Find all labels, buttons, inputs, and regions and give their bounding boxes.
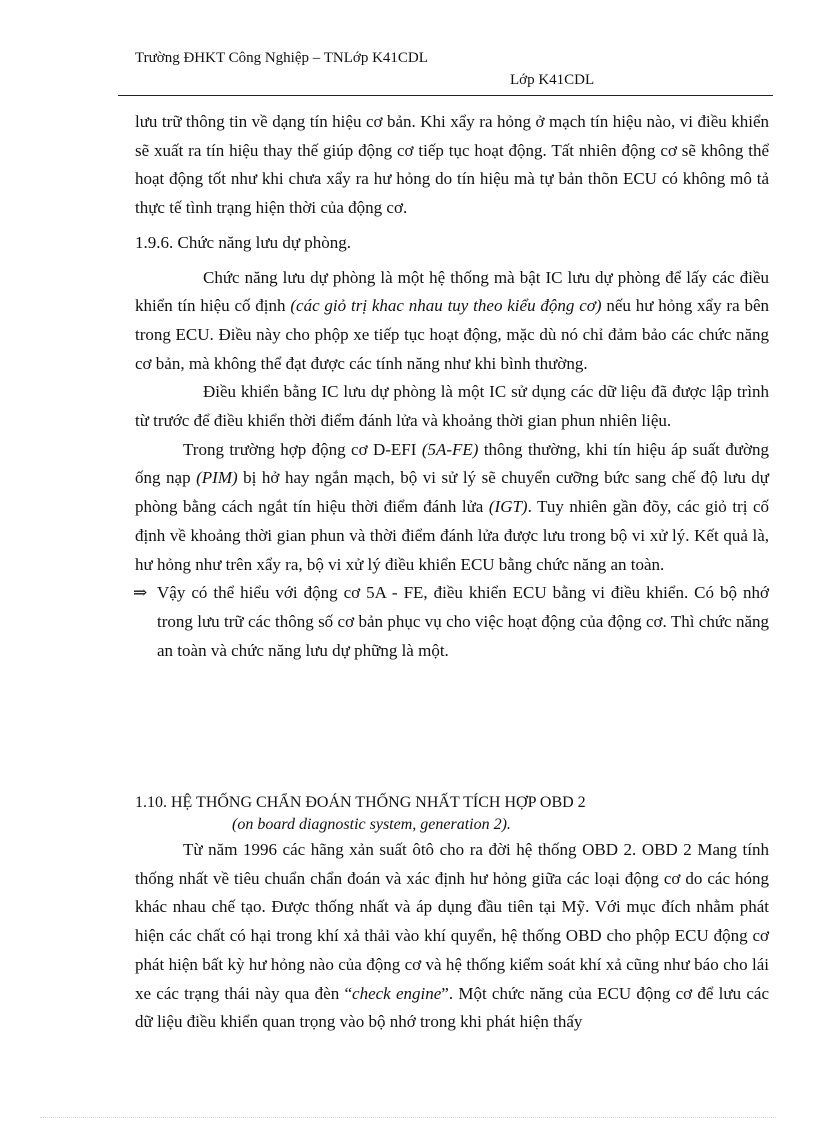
text-run: . Tuy nhiên gần đõy, các giỏ trị cố định về khoảng thời gian phun và thời điểm đánh lửa được lưu trong bộ vi xử lý. Kết quả là, hư hỏng như trên xẩy ra, bộ vi xử lý điều khiển ECU bằng chức năng an toàn. (135, 497, 769, 574)
paragraph-defi-case (135, 436, 769, 580)
italic-note: (các giỏ trị khac nhau tuy theo kiểu động cơ) (290, 296, 602, 316)
section-heading-1-9-6: 1.9.6. Chức năng lưu dự phòng. (135, 232, 352, 252)
header-left: Trường ĐHKT Công Nghiệp – TNLớp K41CDL (135, 50, 428, 66)
document-body (135, 108, 769, 665)
text-run: Từ năm 1996 các hãng xản suất ôtô cho ra đời hệ thống OBD 2. OBD 2 Mang tính thống nhất về tiêu chuẩn chẩn đoán và xác định hư hỏng giữa các loại động cơ do các hóng khác nhau chế tạo. Được thống nhất và áp dụng đầu tiên tại Mỹ. Với mục đích nhằm phát hiện các chất có hại trong khí xả thải vào khí quyển, hệ thống OBD cho phộp ECU động cơ phát hiện bất kỳ hư hỏng nào của động cơ và hệ thống kiểm soát khí xả cũng như báo cho lái xe các trạng thái này qua đèn “ (135, 840, 769, 1003)
paragraph-backup-ic: Điều khiển bằng IC lưu dự phòng là một IC sử dụng các dữ liệu đã được lập trình từ trước để điều khiển thời điểm đánh lửa và khoảng thời gian phun nhiên liệu. (135, 382, 769, 431)
header-divider (118, 95, 773, 96)
text-run: thông thường, khi tín hiệu áp suất đường ống nạp (135, 439, 769, 488)
section-subtitle: (on board diagnostic system, generation 2). (232, 816, 511, 833)
text-run: Chức năng lưu dự phòng là một hệ thống mà bật IC lưu dự phòng để lấy các điều khiển tín hiệu cố định (135, 267, 769, 316)
conclusion-text: Vậy có thể hiểu với động cơ 5A - FE, điều khiển ECU bằng vi điều khiển. Có bộ nhớ trong lưu trữ các thông số cơ bản phục vụ cho việc hoạt động của động cơ. Thì chức năng an toàn và chức năng lưu dự phững là một. (157, 583, 769, 660)
paragraph-backup-function (135, 264, 769, 379)
italic-term: (5A-FE) (421, 439, 479, 459)
section-1-10 (135, 792, 769, 1037)
paragraph-obd2 (135, 836, 769, 1037)
intro-paragraph: lưu trữ thông tin về dạng tín hiệu cơ bản. Khi xẩy ra hỏng ở mạch tín hiệu nào, vi điều khiển sẽ xuất ra tín hiệu thay thế giúp động cơ tiếp tục hoạt động. Tất nhiên động cơ sẽ không thể hoạt động tốt như khi chưa xẩy ra hư hỏng do tín hiệu mà tự bản thõn ECU có không mô tả thực tế tình trạng hiện thời của động cơ. (135, 112, 769, 218)
italic-term: (PIM) (196, 468, 238, 488)
implies-arrow-icon: ⇒ (133, 583, 148, 603)
section-heading-1-10: 1.10. HỆ THỐNG CHẨN ĐOÁN THỐNG NHẤT TÍCH HỢP OBD 2 (135, 794, 586, 811)
page-bottom-border (40, 1117, 776, 1118)
header-right: Lớp K41CDL (510, 72, 595, 88)
text-run: nếu hư hỏng xẩy ra bên trong ECU. Điều này cho phộp xe tiếp tục hoạt động, mặc dù nó chỉ đảm bảo các chức năng cơ bản, mà không thể đạt được các tính năng như khi bình thường. (135, 296, 769, 373)
text-run: Trong trường hợp động cơ D-EFI (183, 439, 422, 459)
conclusion-item (133, 579, 769, 665)
text-run: bị hở hay ngắn mạch, bộ vi sử lý sẽ chuyển cưỡng bức sang chế độ lưu dự phòng bằng cách ngắt tín hiệu thời điểm đánh lửa (135, 468, 769, 517)
text-run: ”. Một chức năng của ECU động cơ để lưu các dữ liệu điều khiển quan trọng vào bộ nhớ trong khi phát hiện thấy (135, 983, 769, 1032)
italic-term: check engine (352, 983, 442, 1003)
italic-term: (IGT) (488, 497, 528, 517)
